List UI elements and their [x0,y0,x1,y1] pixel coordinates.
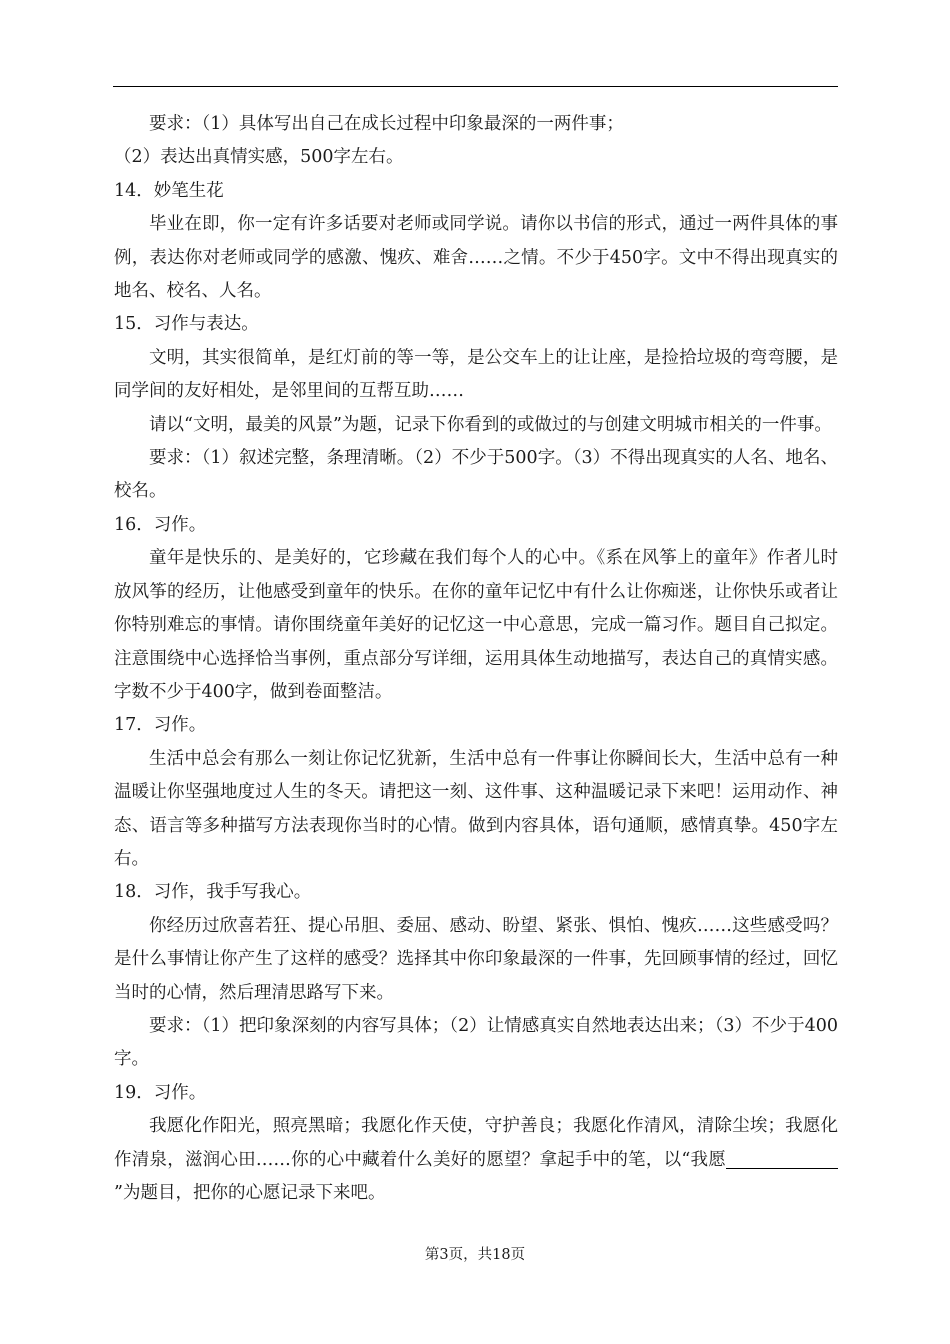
paragraph: 童年是快乐的、是美好的，它珍藏在我们每个人的心中。《系在风筝上的童年》作者儿时放风筝的经历，让他感受到童年的快乐。在你的童年记忆中有什么让你痴迷，让你快乐或者让你特别难忘的事情。请你围绕童年美好的记忆这一中心意思，完成一篇习作。题目自己拟定。注意围绕中心选择恰当事例，重点部分写详细，运用具体生动地描写，表达自己的真情实感。字数不少于400字，做到卷面整洁。 [114,548,838,702]
paragraph: 要求：（1）叙述完整，条理清晰。（2）不少于500字。（3）不得出现真实的人名、地名、校名。 [114,448,838,502]
question-heading: 18．习作，我手写我心。 [114,882,312,903]
page-footer: 第3页，共18页 [424,1247,526,1263]
q19-text-before: 我愿化作阳光，照亮黑暗；我愿化作天使，守护善良；我愿化作清风，清除尘埃；我愿化作清泉，滋润心田……你的心中藏着什么美好的愿望？拿起手中的笔，以“我愿 [114,1116,838,1170]
document-body [114,108,838,1210]
fill-in-blank [726,1148,838,1169]
paragraph: 生活中总会有那么一刻让你记忆犹新，生活中总有一件事让你瞬间长大，生活中总有一种温暖让你坚强地度过人生的冬天。请把这一刻、这件事、这种温暖记录下来吧！运用动作、神态、语言等多种描写方法表现你当时的心情。做到内容具体，语句通顺，感情真挚。450字左右。 [114,748,838,869]
question-heading: 15．习作与表达。 [114,314,259,335]
question-heading: 19．习作。 [114,1082,207,1103]
question-heading: 17．习作。 [114,715,207,736]
paragraph: （2）表达出真情实感，500字左右。 [114,147,404,168]
paragraph: 要求：（1）具体写出自己在成长过程中印象最深的一两件事； [149,114,624,134]
paragraph: 文明，其实很简单，是红灯前的等一等，是公交车上的让让座，是捡拾垃圾的弯弯腰，是同学间的友好相处，是邻里间的互帮互助…… [114,347,838,402]
paragraph: 你经历过欣喜若狂、提心吊胆、委屈、感动、盼望、紧张、惧怕、愧疚……这些感受吗？是什么事情让你产生了这样的感受？选择其中你印象最深的一件事，先回顾事情的经过，回忆当时的心情，然后理清思路写下来。 [114,915,838,1003]
header-rule [113,86,838,87]
q19-text-after: ”为题目，把你的心愿记录下来吧。 [114,1183,386,1203]
paragraph-q19 [114,1110,838,1210]
paragraph: 请以“文明，最美的风景”为题，记录下你看到的或做过的与创建文明城市相关的一件事。 [149,414,832,435]
question-heading: 14．妙笔生花 [114,180,224,201]
question-heading: 16．习作。 [114,514,207,535]
paragraph: 要求：（1）把印象深刻的内容写具体；（2）让情感真实自然地表达出来；（3）不少于400字。 [114,1015,838,1070]
paragraph: 毕业在即，你一定有许多话要对老师或同学说。请你以书信的形式，通过一两件具体的事例，表达你对老师或同学的感激、愧疚、难舍……之情。不少于450字。文中不得出现真实的地名、校名、人名。 [114,214,838,302]
